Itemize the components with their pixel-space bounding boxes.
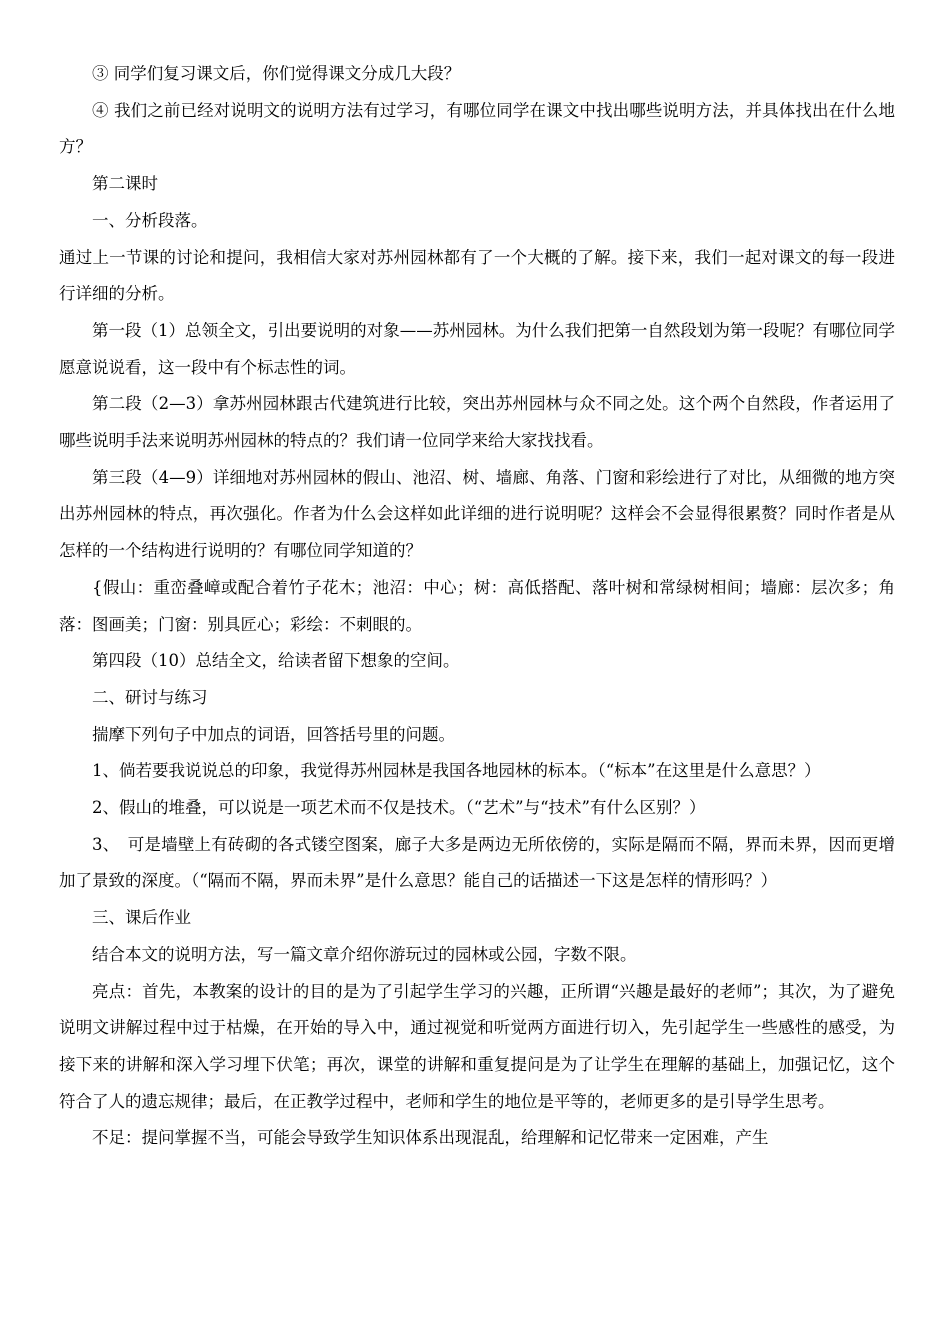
exercise-1: 1、倘若要我说说总的印象，我觉得苏州园林是我国各地园林的标本。（“标本”在这里是什么意思？）	[92, 761, 821, 781]
homework-paragraph: 结合本文的说明方法，写一篇文章介绍你游玩过的园林或公园，字数不限。	[92, 944, 637, 964]
discussion-instruction: 揣摩下列句子中加点的词语，回答括号里的问题。	[92, 724, 455, 744]
garden-features-paragraph: {假山：重峦叠嶂或配合着竹子花木；池沼：中心；树：高低搭配、落叶树和常绿树相间；墙廊：层次多；角落：图画美；门窗：别具匠心；彩绘：不刺眼的。	[59, 577, 895, 634]
exercise-2: 2、假山的堆叠，可以说是一项艺术而不仅是技术。（“艺术”与“技术”有什么区别？）	[92, 798, 706, 818]
section-heading-discussion: 二、研讨与练习	[92, 687, 208, 707]
lesson-heading: 第二课时	[92, 174, 158, 194]
document-page	[59, 56, 895, 1157]
section-2-paragraph: 第二段（2—3）拿苏州园林跟古代建筑进行比较，突出苏州园林与众不同之处。这个两个自然段，作者运用了哪些说明手法来说明苏州园林的特点的？我们请一位同学来给大家找找看。	[59, 394, 895, 451]
section-3-paragraph: 第三段（4—9）详细地对苏州园林的假山、池沼、树、墙廊、角落、门窗和彩绘进行了对比，从细微的地方突出苏州园林的特点，再次强化。作者为什么会这样如此详细的进行说明呢？这样会不会显得很累赘？同时作者是从怎样的一个结构进行说明的？有哪位同学知道的？	[59, 467, 895, 561]
exercise-3: 3、 可是墙壁上有砖砌的各式镂空图案，廊子大多是两边无所依傍的，实际是隔而不隔，界而未界，因而更增加了景致的深度。（“隔而不隔，界而未界”是什么意思？能自己的话描述一下这是怎样的情形吗？）	[59, 834, 895, 891]
section-4-paragraph: 第四段（10）总结全文，给读者留下想象的空间。	[92, 651, 460, 671]
shortcomings-paragraph: 不足：提问掌握不当，可能会导致学生知识体系出现混乱，给理解和记忆带来一定困难，产生	[92, 1128, 769, 1148]
question-4-paragraph: ④ 我们之前已经对说明文的说明方法有过学习，有哪位同学在课文中找出哪些说明方法，并具体找出在什么地方？	[59, 100, 895, 157]
question-3-paragraph: ③ 同学们复习课文后，你们觉得课文分成几大段？	[92, 64, 461, 83]
section-heading-analysis: 一、分析段落。	[92, 210, 208, 230]
section-heading-homework: 三、课后作业	[92, 908, 191, 928]
highlights-paragraph: 亮点：首先，本教案的设计的目的是为了引起学生学习的兴趣，正所谓“兴趣是最好的老师”；其次，为了避免说明文讲解过程中过于枯燥，在开始的导入中，通过视觉和听觉两方面进行切入，先引起学生一些感性的感受，为接下来的讲解和深入学习埋下伏笔；再次，课堂的讲解和重复提问是为了让学生在理解的基础上，加强记忆，这个符合了人的遗忘规律；最后，在正教学过程中，老师和学生的地位是平等的，老师更多的是引导学生思考。	[59, 981, 895, 1111]
intro-paragraph: 通过上一节课的讨论和提问，我相信大家对苏州园林都有了一个大概的了解。接下来，我们一起对课文的每一段进行详细的分析。	[59, 247, 895, 304]
section-1-paragraph: 第一段（1）总领全文，引出要说明的对象——苏州园林。为什么我们把第一自然段划为第一段呢？有哪位同学愿意说说看，这一段中有个标志性的词。	[59, 320, 895, 377]
